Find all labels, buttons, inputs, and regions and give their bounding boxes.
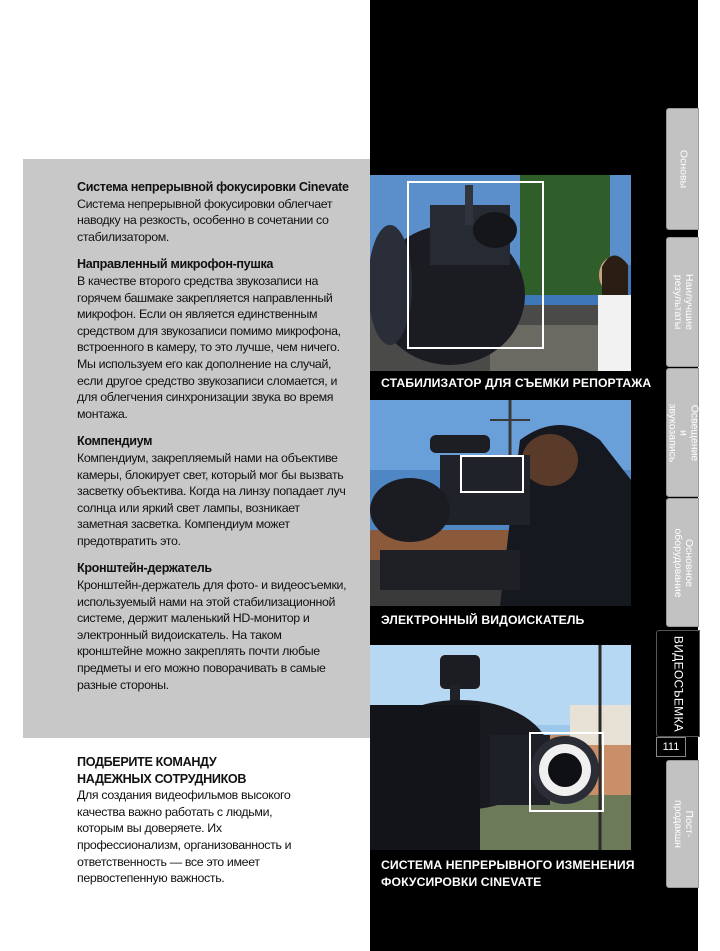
viewfinder-photo (370, 400, 631, 606)
section-body: В качестве второго средства звукозаписи на горячем башмаке закрепляется направленный микрофон. Если он является единственным средством для звукозаписи помимо микрофона, встроенного в камеру, то это лучше, чем ничего. Мы используем его как дополнение на случай, если другое средство звукозаписи сломается, и для облегчения синхронизации звука во время монтажа. (77, 273, 341, 421)
tip-title: ПОДБЕРИТЕ КОМАНДУ НАДЕЖНЫХ СОТРУДНИКОВ (77, 755, 247, 786)
section-title: Компендиум (77, 434, 153, 449)
tab-label: Пост-продакшн (671, 800, 695, 848)
section-title: Направленный микрофон-пушка (77, 257, 274, 272)
viewfinder-image (370, 400, 631, 606)
section-body: Система непрерывной фокусировки облегчает наводку на резкость, особенно в сочетании со стабилизатором. (77, 196, 333, 244)
section-mattebox (77, 433, 349, 549)
tab-video-shooting[interactable] (656, 630, 700, 737)
section-title: Кронштейн-держатель (77, 561, 212, 576)
tab-lighting-sound[interactable] (666, 368, 699, 497)
photo-panel (370, 0, 698, 951)
tab-basics[interactable] (666, 108, 699, 230)
tab-label: Основы (677, 149, 689, 189)
equipment-descriptions (77, 179, 349, 704)
tip-body: Для создания видеофильмов высокого качества важно работать с людьми, которым вы доверяете. Их профессионализм, организованность и ответственность — все это имеет первостепенную важность. (77, 788, 292, 886)
section-cinevate (77, 179, 349, 245)
section-body: Компендиум, закрепляемый нами на объективе камеры, блокирует свет, который мог бы вызвать засветку объектива. Когда на линзу попадает луч солнца или яркий свет лампы, возникает заметная засветка. Компендиум может предотвратить это. (77, 450, 346, 548)
section-bracket (77, 560, 349, 693)
section-shotgun-mic (77, 256, 349, 422)
photo-caption: СИСТЕМА НЕПРЕРЫВНОГО ИЗМЕНЕНИЯ ФОКУСИРОВКИ CINEVATE (381, 858, 635, 889)
section-body: Кронштейн-держатель для фото- и видеосъемки, используемый нами на этой стабилизационной системе, держит маленький HD-монитор и электронный видоискатель. На таком кронштейне можно закреплять почти любые предметы и его можно поворачивать в самые разные стороны. (77, 578, 347, 692)
tab-basic-equipment[interactable] (666, 498, 699, 627)
stabilizer-photo (370, 175, 631, 371)
tab-best-results[interactable] (666, 237, 699, 367)
page-number: 111 (656, 737, 686, 757)
tab-label: Основное оборудование (671, 527, 695, 598)
tab-post-production[interactable] (666, 760, 699, 888)
tab-label: Наилучшие результаты (671, 273, 695, 331)
tab-label: Освещение и звукозапись (666, 403, 700, 462)
focus-system-image (370, 645, 631, 850)
stabilizer-image (370, 175, 631, 371)
section-title: Система непрерывной фокусировки Cinevate (77, 180, 349, 194)
photo-caption: ЭЛЕКТРОННЫЙ ВИДОИСКАТЕЛЬ (381, 613, 585, 627)
team-tip (77, 754, 297, 887)
photo-caption: СТАБИЛИЗАТОР ДЛЯ СЪЕМКИ РЕПОРТАЖА (381, 376, 652, 390)
focus-system-photo (370, 645, 631, 850)
tab-label: ВИДЕОСЪЕМКА (671, 635, 686, 732)
